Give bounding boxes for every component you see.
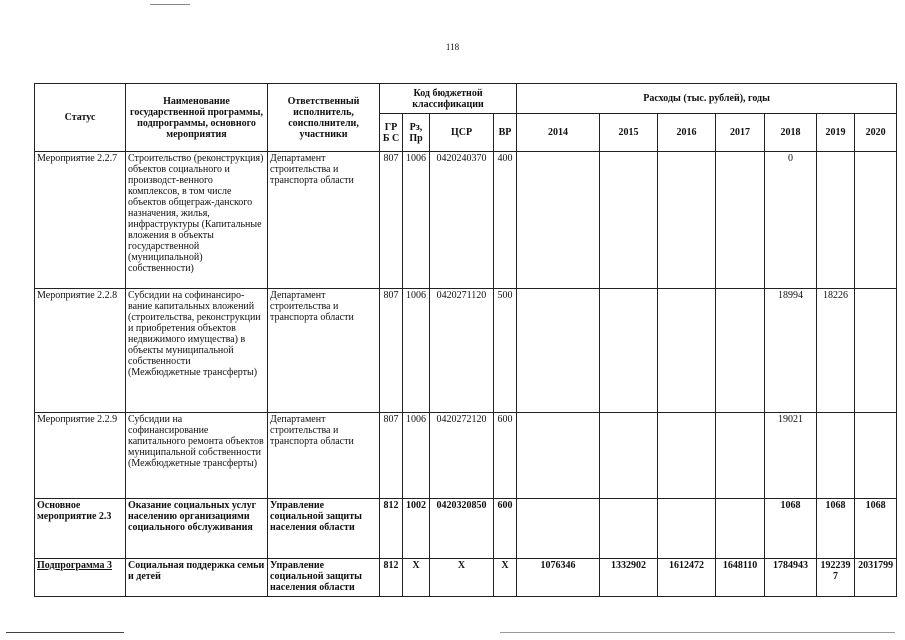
- table-row: [35, 289, 897, 413]
- cell-executor: Управление социальной защиты населения области: [268, 559, 380, 597]
- cell-csr: 0420240370: [430, 152, 494, 289]
- cell-grbs: 812: [380, 499, 403, 559]
- cell-2014: [517, 499, 600, 559]
- header-grbs: ГРБ С: [380, 114, 403, 152]
- cell-2015: [600, 152, 658, 289]
- cell-rzpr: Х: [403, 559, 430, 597]
- cell-2017: 1648110: [716, 559, 765, 597]
- cell-2017: [716, 413, 765, 499]
- header-year-2020: 2020: [855, 114, 897, 152]
- cell-rzpr: 1006: [403, 413, 430, 499]
- cell-vr: 600: [494, 499, 517, 559]
- cell-vr: 400: [494, 152, 517, 289]
- table-row: [35, 152, 897, 289]
- cell-2016: [658, 413, 716, 499]
- cell-2019: 1068: [817, 499, 855, 559]
- header-year-2015: 2015: [600, 114, 658, 152]
- cell-status: Основное мероприятие 2.3: [35, 499, 126, 559]
- cell-2016: [658, 152, 716, 289]
- cell-2018: 19021: [765, 413, 817, 499]
- cell-2015: [600, 499, 658, 559]
- cell-2014: [517, 413, 600, 499]
- cell-2016: [658, 289, 716, 413]
- cell-executor: Департамент строительства и транспорта области: [268, 289, 380, 413]
- cell-name: Социальная поддержка семьи и детей: [126, 559, 268, 597]
- header-expenses: Расходы (тыс. рублей), годы: [517, 84, 897, 114]
- cell-rzpr: 1006: [403, 152, 430, 289]
- cell-rzpr: 1002: [403, 499, 430, 559]
- cell-2018: 1068: [765, 499, 817, 559]
- cell-2018: 18994: [765, 289, 817, 413]
- cell-executor: Департамент строительства и транспорта области: [268, 152, 380, 289]
- cell-2018: 0: [765, 152, 817, 289]
- header-year-2019: 2019: [817, 114, 855, 152]
- header-year-2014: 2014: [517, 114, 600, 152]
- budget-table: [34, 83, 897, 597]
- cell-status: Мероприятие 2.2.9: [35, 413, 126, 499]
- cell-grbs: 807: [380, 152, 403, 289]
- cell-2017: [716, 152, 765, 289]
- cell-name: Субсидии на софинансирование капитального ремонта объектов муниципальной собственности (Межбюджетные трансферты): [126, 413, 268, 499]
- cell-grbs: 807: [380, 413, 403, 499]
- cell-csr: 0420320850: [430, 499, 494, 559]
- cell-2020: [855, 289, 897, 413]
- cell-2020: 2031799: [855, 559, 897, 597]
- header-status: Статус: [35, 84, 126, 152]
- table-row: [35, 413, 897, 499]
- cell-2015: 1332902: [600, 559, 658, 597]
- subprogram-link: Подпрограмма 3: [37, 560, 113, 571]
- cell-vr: Х: [494, 559, 517, 597]
- header-name: Наименование государственной программы, подпрограммы, основного мероприятия: [126, 84, 268, 152]
- cell-2015: [600, 413, 658, 499]
- cell-vr: 500: [494, 289, 517, 413]
- cell-grbs: 812: [380, 559, 403, 597]
- cell-2019: [817, 413, 855, 499]
- page-number: 118: [445, 42, 460, 52]
- cell-2019: [817, 152, 855, 289]
- cell-status: Мероприятие 2.2.7: [35, 152, 126, 289]
- cell-2018: 1784943: [765, 559, 817, 597]
- cell-executor: Департамент строительства и транспорта области: [268, 413, 380, 499]
- cell-grbs: 807: [380, 289, 403, 413]
- cell-2014: [517, 152, 600, 289]
- header-budget-code: Код бюджетной классификации: [380, 84, 517, 114]
- header-year-2016: 2016: [658, 114, 716, 152]
- scan-artifact-line: [150, 4, 190, 5]
- cell-2019: 18226: [817, 289, 855, 413]
- header-csr: ЦСР: [430, 114, 494, 152]
- cell-name: Оказание социальных услуг населению организациями социального обслуживания: [126, 499, 268, 559]
- cell-name: Субсидии на софинансиро-вание капитальных вложений (строительства, реконструкции и приобретения объектов недвижимого имущества) в объекты муниципальной собственности (Межбюджетные трансферты): [126, 289, 268, 413]
- cell-2019: 1922397: [817, 559, 855, 597]
- cell-csr: 0420272120: [430, 413, 494, 499]
- header-year-2018: 2018: [765, 114, 817, 152]
- cell-2017: [716, 499, 765, 559]
- header-year-2017: 2017: [716, 114, 765, 152]
- header-rzpr: Рз, Пр: [403, 114, 430, 152]
- cell-vr: 600: [494, 413, 517, 499]
- cell-2017: [716, 289, 765, 413]
- cell-status: [35, 559, 126, 597]
- table-row: [35, 559, 897, 597]
- table-row: [35, 499, 897, 559]
- cell-2014: 1076346: [517, 559, 600, 597]
- cell-2016: [658, 499, 716, 559]
- cell-2020: [855, 152, 897, 289]
- header-row-1: [35, 84, 897, 114]
- cell-2015: [600, 289, 658, 413]
- cell-rzpr: 1006: [403, 289, 430, 413]
- cell-2020: 1068: [855, 499, 897, 559]
- cell-executor: Управление социальной защиты населения области: [268, 499, 380, 559]
- header-vr: ВР: [494, 114, 517, 152]
- cell-2020: [855, 413, 897, 499]
- cell-name: Строительство (реконструкция) объектов социального и производст-венного комплексов, в том числе объектов общеграж-данского назначения, жилья, инфраструктуры (Капитальные вложения в объекты государственной (муниципальной) собственности): [126, 152, 268, 289]
- footer-rule-left: [6, 632, 124, 633]
- cell-csr: 0420271120: [430, 289, 494, 413]
- footer-rule-right: [500, 632, 895, 633]
- header-executor: Ответственный исполнитель, соисполнители, участники: [268, 84, 380, 152]
- cell-2014: [517, 289, 600, 413]
- cell-2016: 1612472: [658, 559, 716, 597]
- cell-status: Мероприятие 2.2.8: [35, 289, 126, 413]
- cell-csr: Х: [430, 559, 494, 597]
